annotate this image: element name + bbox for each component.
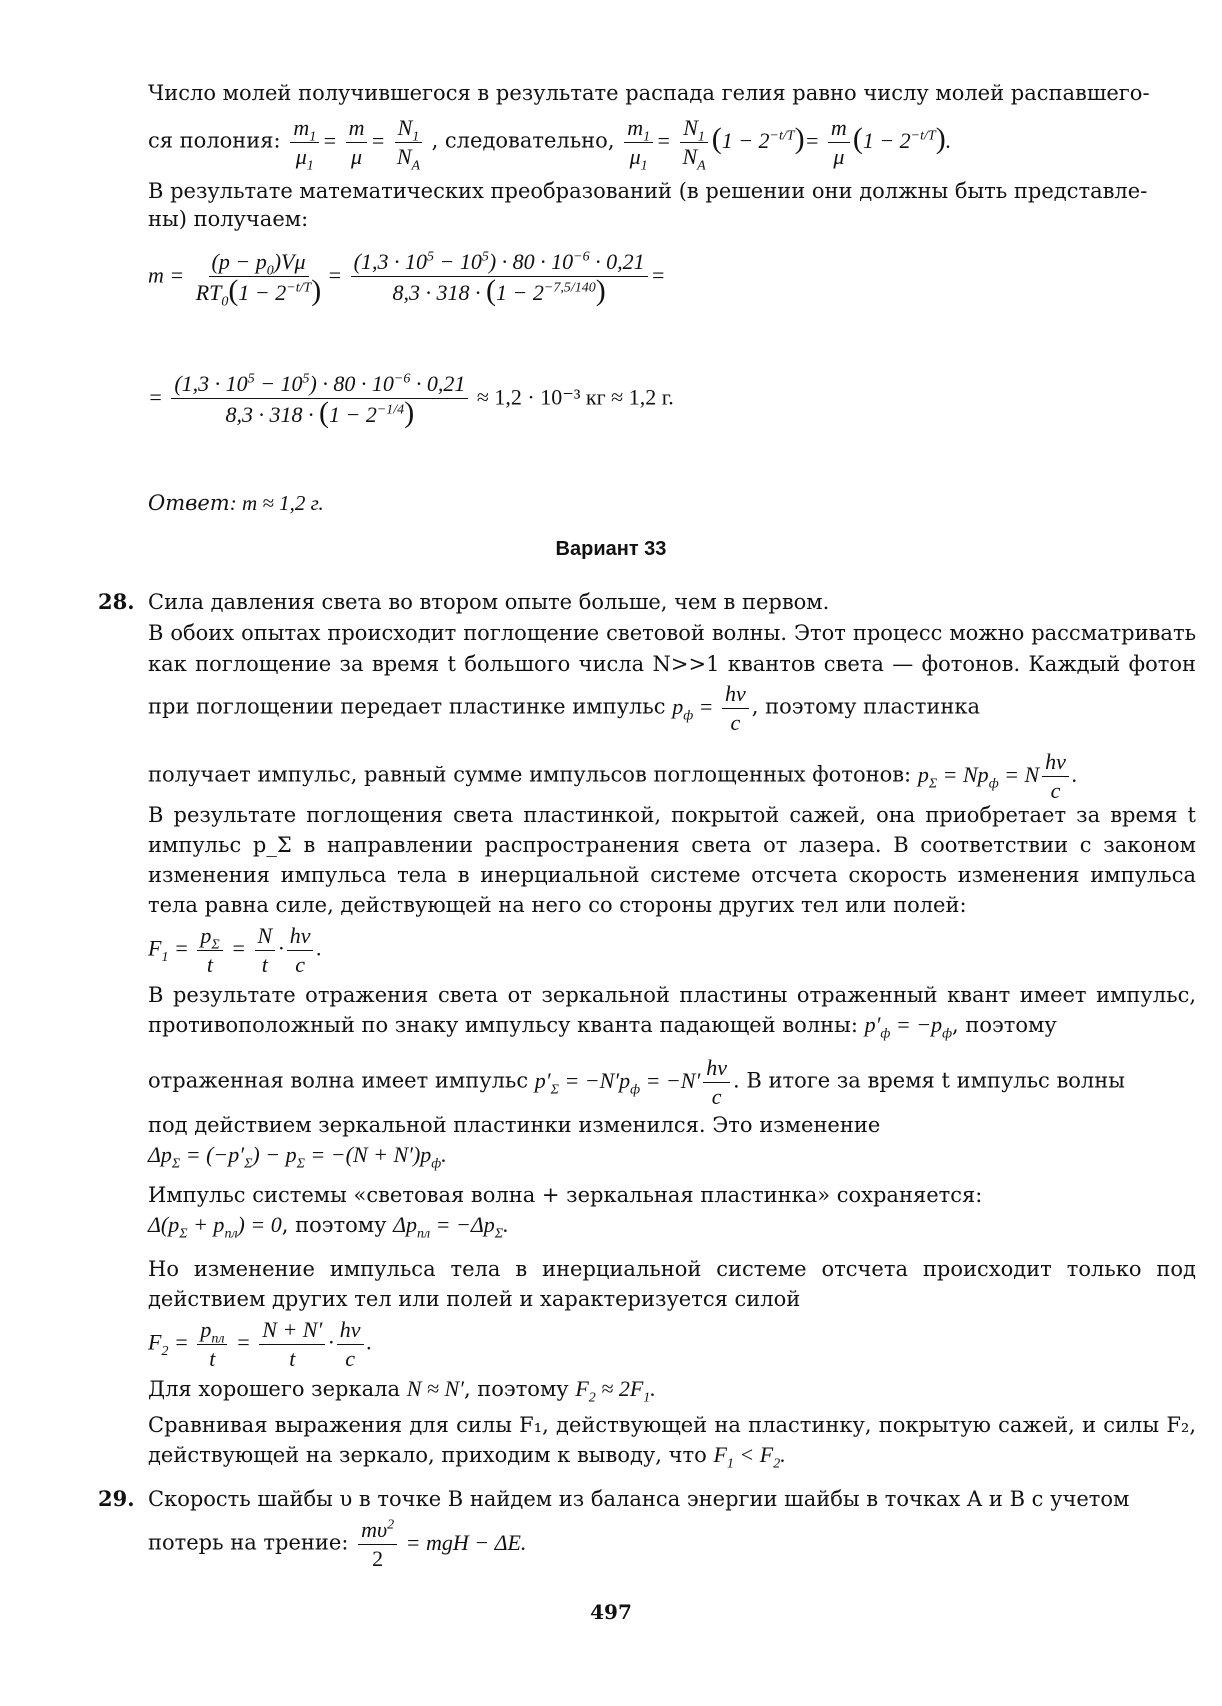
conservation-formula: $\Delta(p_\Sigma + p_{пл}) = 0$ bbox=[148, 1212, 282, 1242]
problem-28-p6-text: отраженная волна имеет импульс bbox=[148, 1068, 529, 1093]
problem-28-p6 bbox=[148, 1054, 1196, 1111]
total-momentum-formula: $p_\Sigma = Np_ф = N$ $\frac{h\nu}{c}$ . bbox=[917, 749, 1078, 803]
conservation-line bbox=[148, 1210, 1196, 1240]
problem-28-p1: Сила давления света во втором опыте больше, чем в первом. bbox=[148, 590, 830, 614]
problem-29-p2-text: потерь на трение: bbox=[148, 1530, 349, 1555]
force-ratio-formula: $F_2 \approx 2F_1$. bbox=[575, 1376, 656, 1406]
problem-28-p2-text: В обоих опытах происходит поглощение световой волны. Этот процесс можно рассматривать как поглощение за время t большого числа N>>1 квантов света — фотонов. Каждый фотон при поглощении передает пластинке импульс bbox=[148, 621, 1196, 719]
problem-28-p10 bbox=[148, 1374, 1196, 1404]
force-f1-formula: $F_1$ = $\frac{p_\Sigma}{t}$ = $\frac{N}{t}$ · $\frac{h\nu}{c}$ . bbox=[148, 923, 322, 977]
force-f2-formula: $F_2$ = $\frac{p_{пл}}{t}$ = $\frac{N + N'}{t}$ · $\frac{h\nu}{c}$ . bbox=[148, 1317, 373, 1371]
problem-29-number: 29. bbox=[98, 1486, 135, 1511]
answer-label: Ответ bbox=[148, 491, 230, 515]
problem-28-p3 bbox=[148, 748, 1196, 805]
intro-line-2-middle: , следовательно, bbox=[431, 128, 615, 153]
intro-line-2-prefix: ся полония: bbox=[148, 128, 281, 153]
page-number: 497 bbox=[590, 1600, 632, 1624]
plate-momentum-formula: $\Delta p_{пл} = -\Delta p_\Sigma$. bbox=[393, 1212, 509, 1242]
decay-equation: $\frac{m_1}{\mu_1}$ = $\frac{N_1}{N_A}$ $(1 - 2^{-t/T})=$ $\frac{m}{\mu}$ $(1 - 2^{-t/T})$. bbox=[621, 128, 951, 153]
reflected-photon-formula: $p'_ф = -p_ф$ bbox=[864, 1012, 953, 1042]
problem-28-p10-text: Для хорошего зеркала bbox=[148, 1377, 401, 1401]
problem-28-p5-end: , поэтому bbox=[952, 1013, 1057, 1037]
problem-28-p5 bbox=[148, 980, 1196, 1040]
mass-formula-1: m = $\frac{(p - p_0)V\mu}{RT_0(1 - 2^{-t/T})}$ = $\frac{(1,3 \cdot 10^5 - 10^5) \cdot 80 \cdot 10^{-6} \cdot 0,21}{8,3 \cdot 318 \cdot (1 - 2^{-7,5/140})}$ = bbox=[148, 249, 666, 310]
problem-29-p1: Скорость шайбы υ в точке B найдем из баланса энергии шайбы в точках A и B с учетом bbox=[148, 1487, 1130, 1511]
problem-28-p11-text: Сравнивая выражения для силы F₁, действующей на пластинку, покрытую сажей, и силы F₂, действующей на зеркало, приходим к выводу, что bbox=[148, 1413, 1196, 1467]
problem-28-p3-text: получает импульс, равный сумме импульсов поглощенных фотонов: bbox=[148, 762, 912, 787]
mass-result: ≈ 1,2 · 10⁻³ кг ≈ 1,2 г. bbox=[476, 384, 674, 410]
intro-line-3: В результате математических преобразований (в решении они должны быть представле- bbox=[148, 179, 1148, 203]
problem-28-p7: под действием зеркальной пластинки изменился. Это изменение bbox=[148, 1113, 881, 1137]
variant-heading: Вариант 33 bbox=[555, 538, 667, 560]
problem-28-number: 28. bbox=[98, 589, 135, 614]
moles-equation: $\frac{m_1}{\mu_1}$ = $\frac{m}{\mu}$ = $\frac{N_1}{N_A}$ bbox=[287, 128, 431, 153]
reflected-wave-formula: $p'_\Sigma = -N'p_ф = -N'$ $\frac{h\nu}{c}$ bbox=[535, 1068, 733, 1093]
problem-28-p4: В результате поглощения света пластинкой, покрытой сажей, она приобретает за время t импульс p_Σ в направлении распространения света от лазера. В соответствии с законом изменения импульса тела в инерциальной системе отсчета скорость изменения импульса тела равна силе, действующей на него со стороны других тел или полей: bbox=[148, 803, 1196, 917]
momentum-change-formula: $\Delta p_\Sigma = (-p'_\Sigma) - p_\Sigma = -(N + N')p_ф$. bbox=[148, 1142, 447, 1172]
problem-28-p6-end: . В итоге за время t импульс волны bbox=[733, 1068, 1125, 1093]
intro-line-2 bbox=[148, 114, 1196, 174]
photon-momentum-formula: $p_ф$ = $\frac{h\nu}{c}$ bbox=[672, 694, 752, 719]
problem-28-p2 bbox=[148, 618, 1196, 737]
problem-28-p8-mid: , поэтому bbox=[281, 1213, 387, 1237]
mirror-condition-formula: N ≈ N′ bbox=[406, 1376, 464, 1401]
problem-28-p5-text: В результате отражения света от зеркальной пластины отраженный квант имеет импульс, противоположный по знаку импульсу кванта падающей волны: bbox=[148, 983, 1196, 1037]
problem-28-p2-end: , поэтому пластинка bbox=[751, 694, 981, 719]
intro-line-4: ны) получаем: bbox=[148, 207, 309, 231]
problem-28-p9: Но изменение импульса тела в инерциальной системе отсчета происходит только под действием других тел или полей и характеризуется силой bbox=[148, 1257, 1196, 1311]
answer-value: : m ≈ 1,2 г. bbox=[229, 491, 324, 515]
problem-28-p8: Импульс системы «световая волна + зеркальная пластинка» сохраняется: bbox=[148, 1183, 983, 1207]
conclusion-formula: $F_1 < F_2$. bbox=[713, 1442, 786, 1472]
problem-28-p11 bbox=[148, 1410, 1196, 1470]
intro-line-1: Число молей получившегося в результате распада гелия равно числу молей распавшего- bbox=[148, 81, 1150, 105]
answer-line bbox=[148, 488, 1196, 518]
problem-29-p2 bbox=[148, 1516, 1196, 1573]
energy-balance-formula: $\frac{m\upsilon^2}{2}$ = mgH − ΔE. bbox=[355, 1530, 526, 1555]
problem-28-p10-mid: , поэтому bbox=[463, 1377, 569, 1401]
mass-formula-2: = $\frac{(1,3 \cdot 10^5 - 10^5) \cdot 80 \cdot 10^{-6} \cdot 0,21}{8,3 \cdot 318 \cdot (1 - 2^{-1/4})}$ ≈ 1,2 · 10⁻³ кг ≈ 1,2 г. bbox=[148, 371, 674, 429]
